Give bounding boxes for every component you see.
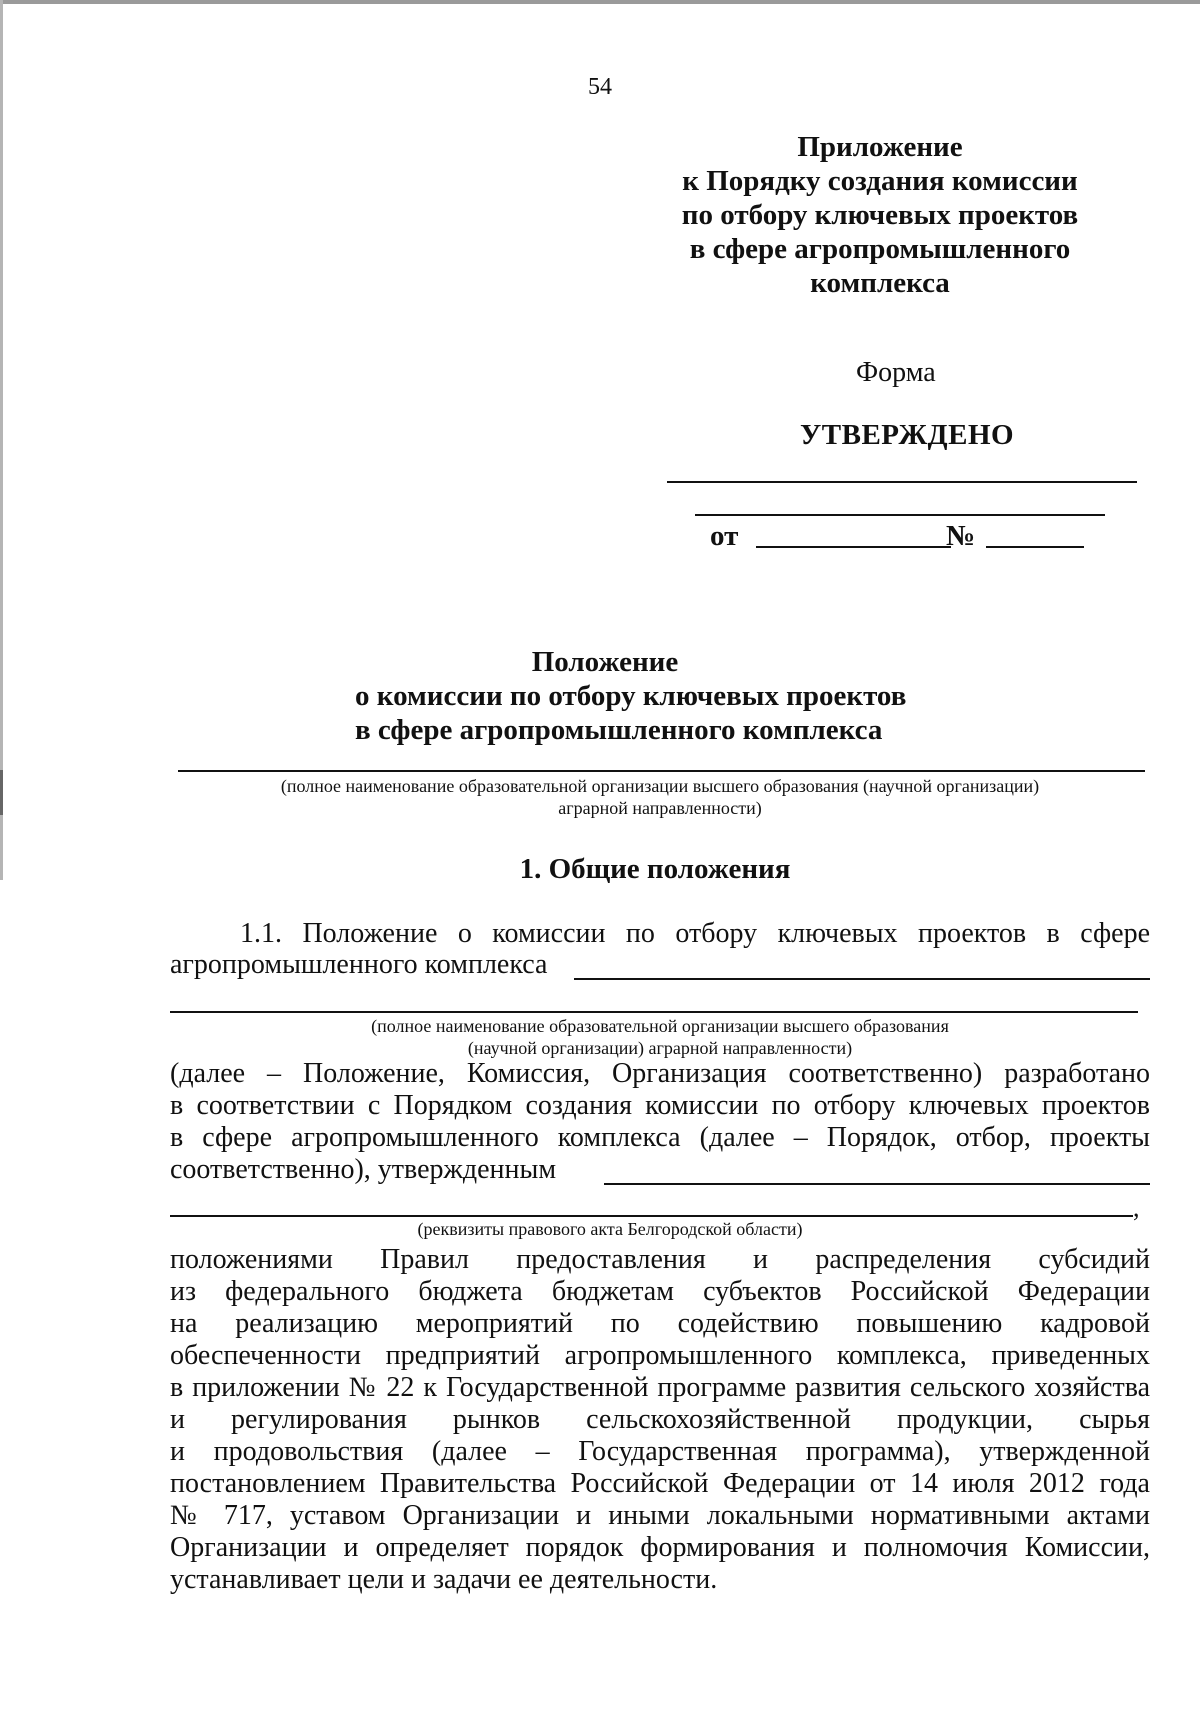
clause-text: (далее – Положение, Комиссия, Организация соответственно) разработано [170,1058,1150,1089]
legal-act-blank-line-a [604,1183,1150,1185]
clause-text: соответственно), утвержденным [170,1154,557,1185]
regulation-title [355,645,907,747]
clause-text: в соответствии с Порядком создания комиссии по отбору ключевых проектов [170,1090,1150,1121]
clause-text: на реализацию мероприятий по содействию повышению кадровой [170,1308,1150,1339]
final-line-1 [170,1244,1150,1276]
clause-1-1-line-2 [170,949,1150,981]
clause-text: агропромышленного комплекса [170,949,548,980]
clause-text: в сфере агропромышленного комплекса (далее – Порядок, отбор, проекты [170,1122,1150,1153]
final-line-7 [170,1436,1150,1468]
clause-text: устанавливает цели и задачи ее деятельности. [170,1564,718,1595]
approver-blank-line-1 [667,481,1137,483]
title-line: Положение [531,646,679,678]
number-blank-line [986,546,1084,548]
org-name-blank-line [178,770,1145,772]
final-line-11 [170,1564,1150,1596]
scan-border-mark [0,770,3,815]
appendix-line: к Порядку создания комиссии [682,165,1078,197]
clause-text: Организации и определяет порядок формирования и полномочия Комиссии, [170,1532,1150,1563]
caption-line: аграрной направленности) [558,798,762,818]
comma-mark: , [1133,1193,1140,1222]
org-blank-line-b [170,1011,1138,1013]
final-line-2 [170,1276,1150,1308]
caption-line: (полное наименование образовательной организации высшего образования (научной организации) [280,776,1040,796]
org-blank-line-a [574,978,1150,980]
form-label: Форма [856,357,936,388]
legal-act-blank-line-b [170,1215,1133,1217]
clause-text: из федерального бюджета бюджетам субъектов Российской Федерации [170,1276,1150,1307]
final-line-4 [170,1340,1150,1372]
appendix-line: Приложение [797,131,963,163]
clause-text: в приложении № 22 к Государственной программе развития сельского хозяйства [170,1372,1150,1403]
approved-label: УТВЕРЖДЕНО [800,419,1015,451]
continuation-line-1 [170,1058,1150,1090]
date-blank-line [756,546,951,548]
final-line-9 [170,1500,1150,1532]
clause-text: и продовольствия (далее – Государственная программа), утвержденной [170,1436,1150,1467]
number-label: № [946,520,976,552]
section-heading: 1. Общие положения [519,853,791,885]
final-line-6 [170,1404,1150,1436]
continuation-line-3 [170,1122,1150,1154]
caption-line: (полное наименование образовательной организации высшего образования [371,1016,949,1036]
clause-text: и регулирования рынков сельскохозяйственной продукции, сырья [170,1404,1150,1435]
appendix-line: комплекса [810,267,950,299]
title-line: в сфере агропромышленного комплекса [355,714,883,746]
date-label: от [710,520,739,552]
legal-act-caption: (реквизиты правового акта Белгородской области) [417,1219,803,1239]
org-name-caption [200,775,1120,819]
appendix-line: по отбору ключевых проектов [681,199,1079,231]
approver-blank-line-2 [695,514,1105,516]
scan-border-top [0,0,1200,4]
clause-1-1-line-1 [240,918,1150,950]
final-line-10 [170,1532,1150,1564]
clause-text: постановлением Правительства Российской Федерации от 14 июля 2012 года [170,1468,1150,1499]
clause-text: обеспеченности предприятий агропромышленного комплекса, приведенных [170,1340,1150,1371]
caption-line: (научной организации) аграрной направленности) [467,1038,853,1058]
clause-text: № 717, уставом Организации и иными локальными нормативными актами [170,1500,1150,1531]
appendix-header [650,130,1110,300]
appendix-line: в сфере агропромышленного [689,233,1071,265]
clause-text: 1.1. Положение о комиссии по отбору ключевых проектов в сфере [240,918,1150,949]
continuation-line-2 [170,1090,1150,1122]
title-line: о комиссии по отбору ключевых проектов [355,680,907,712]
page-number: 54 [588,74,612,100]
continuation-line-4 [170,1154,1150,1186]
final-line-5 [170,1372,1150,1404]
final-line-3 [170,1308,1150,1340]
scan-border-left [0,0,3,880]
org-name-caption-2 [250,1015,1070,1059]
final-line-8 [170,1468,1150,1500]
clause-text: положениями Правил предоставления и распределения субсидий [170,1244,1150,1275]
